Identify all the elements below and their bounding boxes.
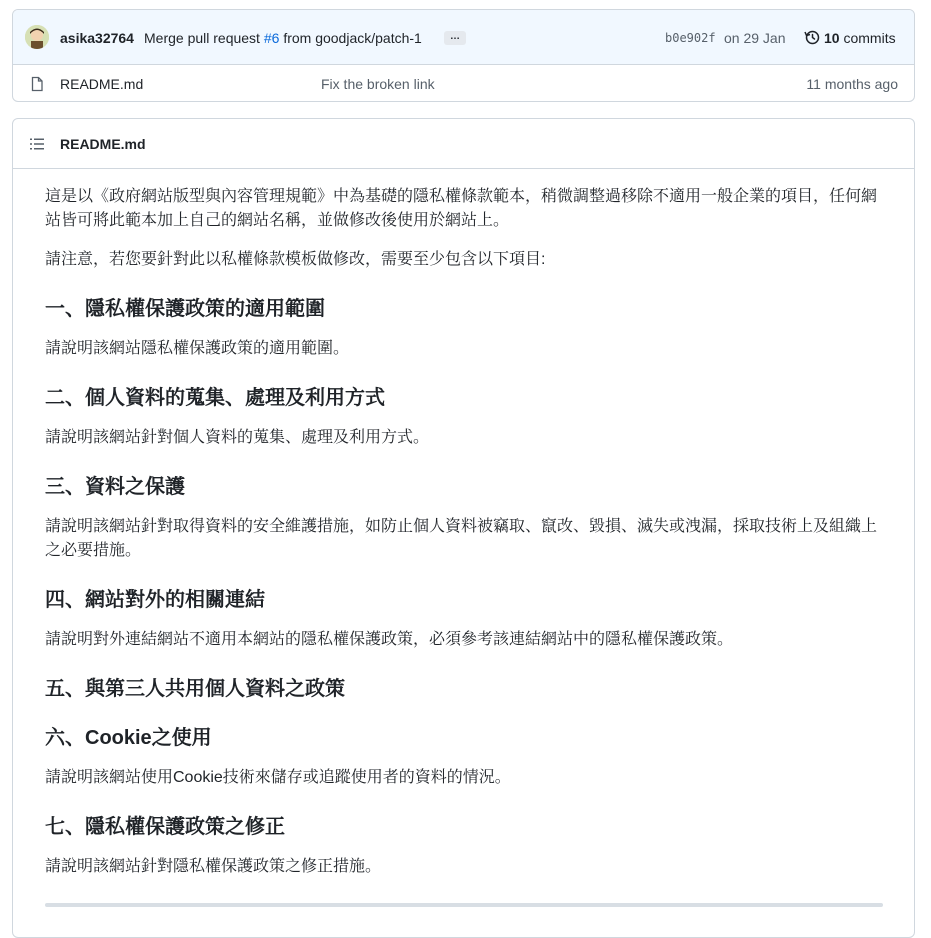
commit-count[interactable]: 10 bbox=[824, 30, 840, 46]
section-body: 請說明該網站針對取得資料的安全維護措施，如防止個人資料被竊取、竄改、毀損、滅失或洩漏，採取技術上及組織上之必要措施。 bbox=[45, 518, 878, 559]
expand-commit-message-button[interactable]: … bbox=[444, 31, 466, 45]
section-heading: 一、隱私權保護政策的適用範圍 bbox=[45, 298, 325, 320]
section-heading: 五、與第三人共用個人資料之政策 bbox=[45, 678, 345, 700]
readme-title[interactable]: README.md bbox=[60, 136, 146, 152]
file-row[interactable] bbox=[13, 65, 914, 102]
commit-author[interactable]: asika32764 bbox=[60, 30, 134, 46]
section-body: 請說明對外連結網站不適用本網站的隱私權保護政策，必須參考該連結網站中的隱私權保護政策。 bbox=[45, 631, 734, 648]
section-body: 請說明該網站針對個人資料的蒐集、處理及利用方式。 bbox=[45, 429, 430, 446]
commits-link[interactable] bbox=[824, 30, 896, 46]
history-icon[interactable] bbox=[804, 29, 820, 45]
commit-sha[interactable]: b0e902f bbox=[665, 31, 716, 45]
section-heading: 四、網站對外的相關連結 bbox=[45, 589, 265, 611]
section-body: 請說明該網站隱私權保護政策的適用範圍。 bbox=[45, 340, 350, 357]
section-heading: 三、資料之保護 bbox=[45, 476, 185, 498]
commit-message-prefix[interactable]: Merge pull request bbox=[144, 30, 260, 46]
file-listing bbox=[12, 9, 915, 102]
readme-notice: 請注意，若您要針對此以私權條款模板做修改，需要至少包含以下項目: bbox=[45, 251, 546, 268]
file-name-link[interactable]: README.md bbox=[60, 76, 144, 92]
section-heading: 二、個人資料的蒐集、處理及利用方式 bbox=[45, 387, 385, 409]
table-of-contents-icon[interactable] bbox=[29, 136, 45, 152]
readme-panel bbox=[12, 118, 915, 938]
commits-label[interactable]: commits bbox=[843, 30, 896, 46]
latest-commit-bar bbox=[13, 10, 914, 65]
readme-header bbox=[13, 119, 914, 169]
author-avatar[interactable] bbox=[25, 25, 49, 49]
section-heading: 七、隱私權保護政策之修正 bbox=[45, 816, 285, 838]
readme-intro: 這是以《政府網站版型與內容管理規範》中為基礎的隱私權條款範本，稍微調整過移除不適用一般企業的項目，任何網站皆可將此範本加上自己的網站名稱，並做修改後使用於網站上。 bbox=[45, 188, 878, 229]
commit-message-suffix[interactable]: from goodjack/patch-1 bbox=[283, 30, 422, 46]
file-commit-message-link[interactable]: Fix the broken link bbox=[321, 76, 435, 92]
horizontal-rule bbox=[45, 903, 883, 907]
commit-date: on 29 Jan bbox=[724, 30, 786, 46]
pull-request-link[interactable]: #6 bbox=[263, 30, 280, 46]
section-heading: 六、Cookie之使用 bbox=[45, 727, 212, 749]
file-age: 11 months ago bbox=[806, 76, 898, 92]
section-body: 請說明該網站使用Cookie技術來儲存或追蹤使用者的資料的情況。 bbox=[45, 769, 511, 786]
section-body: 請說明該網站針對隱私權保護政策之修正措施。 bbox=[45, 858, 382, 875]
commit-message[interactable] bbox=[144, 30, 422, 46]
file-icon bbox=[29, 76, 45, 92]
